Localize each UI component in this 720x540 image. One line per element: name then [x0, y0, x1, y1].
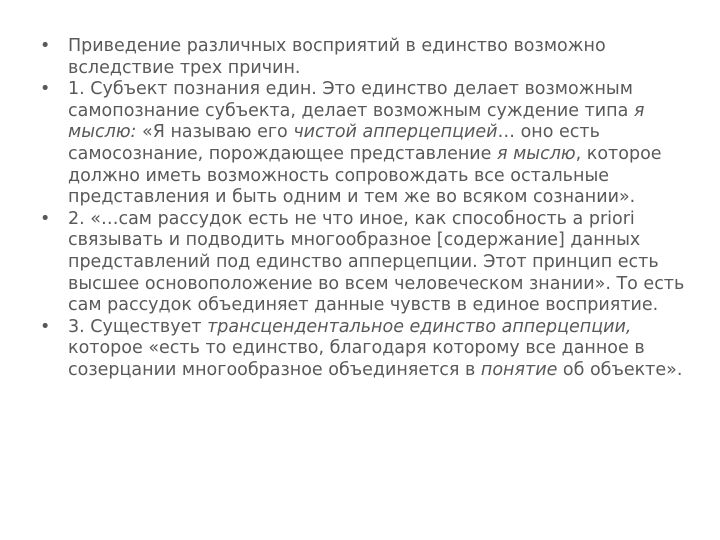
bullet-item-1	[40, 36, 690, 79]
bullet-dot-icon: •	[40, 316, 51, 337]
text-segment: , которое должно иметь возможность сопровождать все остальные представления и быть одним и тем же во всяком сознании».	[68, 143, 662, 208]
bullet-text	[68, 317, 690, 382]
bullet-text	[68, 36, 690, 79]
bullet-item-4	[40, 317, 690, 382]
text-segment: Приведение различных восприятий в единство возможно вследствие трех причин.	[68, 36, 606, 78]
text-segment: 3. Существует	[68, 316, 208, 337]
bullet-item-2	[40, 79, 690, 209]
bullet-dot-icon: •	[40, 208, 51, 229]
text-segment: об объекте».	[557, 359, 683, 380]
bullet-item-3	[40, 209, 690, 317]
italic-text-segment: чистой апперцепцией	[293, 122, 498, 143]
italic-text-segment: понятие	[480, 359, 558, 380]
bullet-list	[40, 36, 690, 382]
italic-text-segment: я мыслю:	[68, 100, 645, 143]
bullet-text	[68, 209, 690, 317]
text-segment: «Я называю его	[136, 122, 294, 143]
bullet-text	[68, 79, 690, 209]
text-segment: которое «есть то единство, благодаря которому все данное в созерцании многообразное объединяется в	[68, 338, 645, 380]
bullet-dot-icon: •	[40, 79, 51, 100]
text-segment: … оно есть самосознание, порождающее представление	[68, 122, 600, 164]
bullet-dot-icon: •	[40, 36, 51, 56]
italic-text-segment: я мыслю	[497, 143, 576, 164]
text-segment: 2. «…сам рассудок есть не что иное, как способность a priori связывать и подводить многообразное [содержание] данных представлений под единство апперцепции. Этот принцип есть высшее основоположение во всем человеческом знании». То есть сам рассудок объединяет данные чувств в единое восприятие.	[68, 208, 685, 316]
text-segment: 1. Субъект познания един. Это единство делает возможным самопознание субъекта, делает возможным суждение типа	[68, 79, 634, 121]
italic-text-segment: трансцендентальное единство апперцепции,	[207, 316, 632, 337]
